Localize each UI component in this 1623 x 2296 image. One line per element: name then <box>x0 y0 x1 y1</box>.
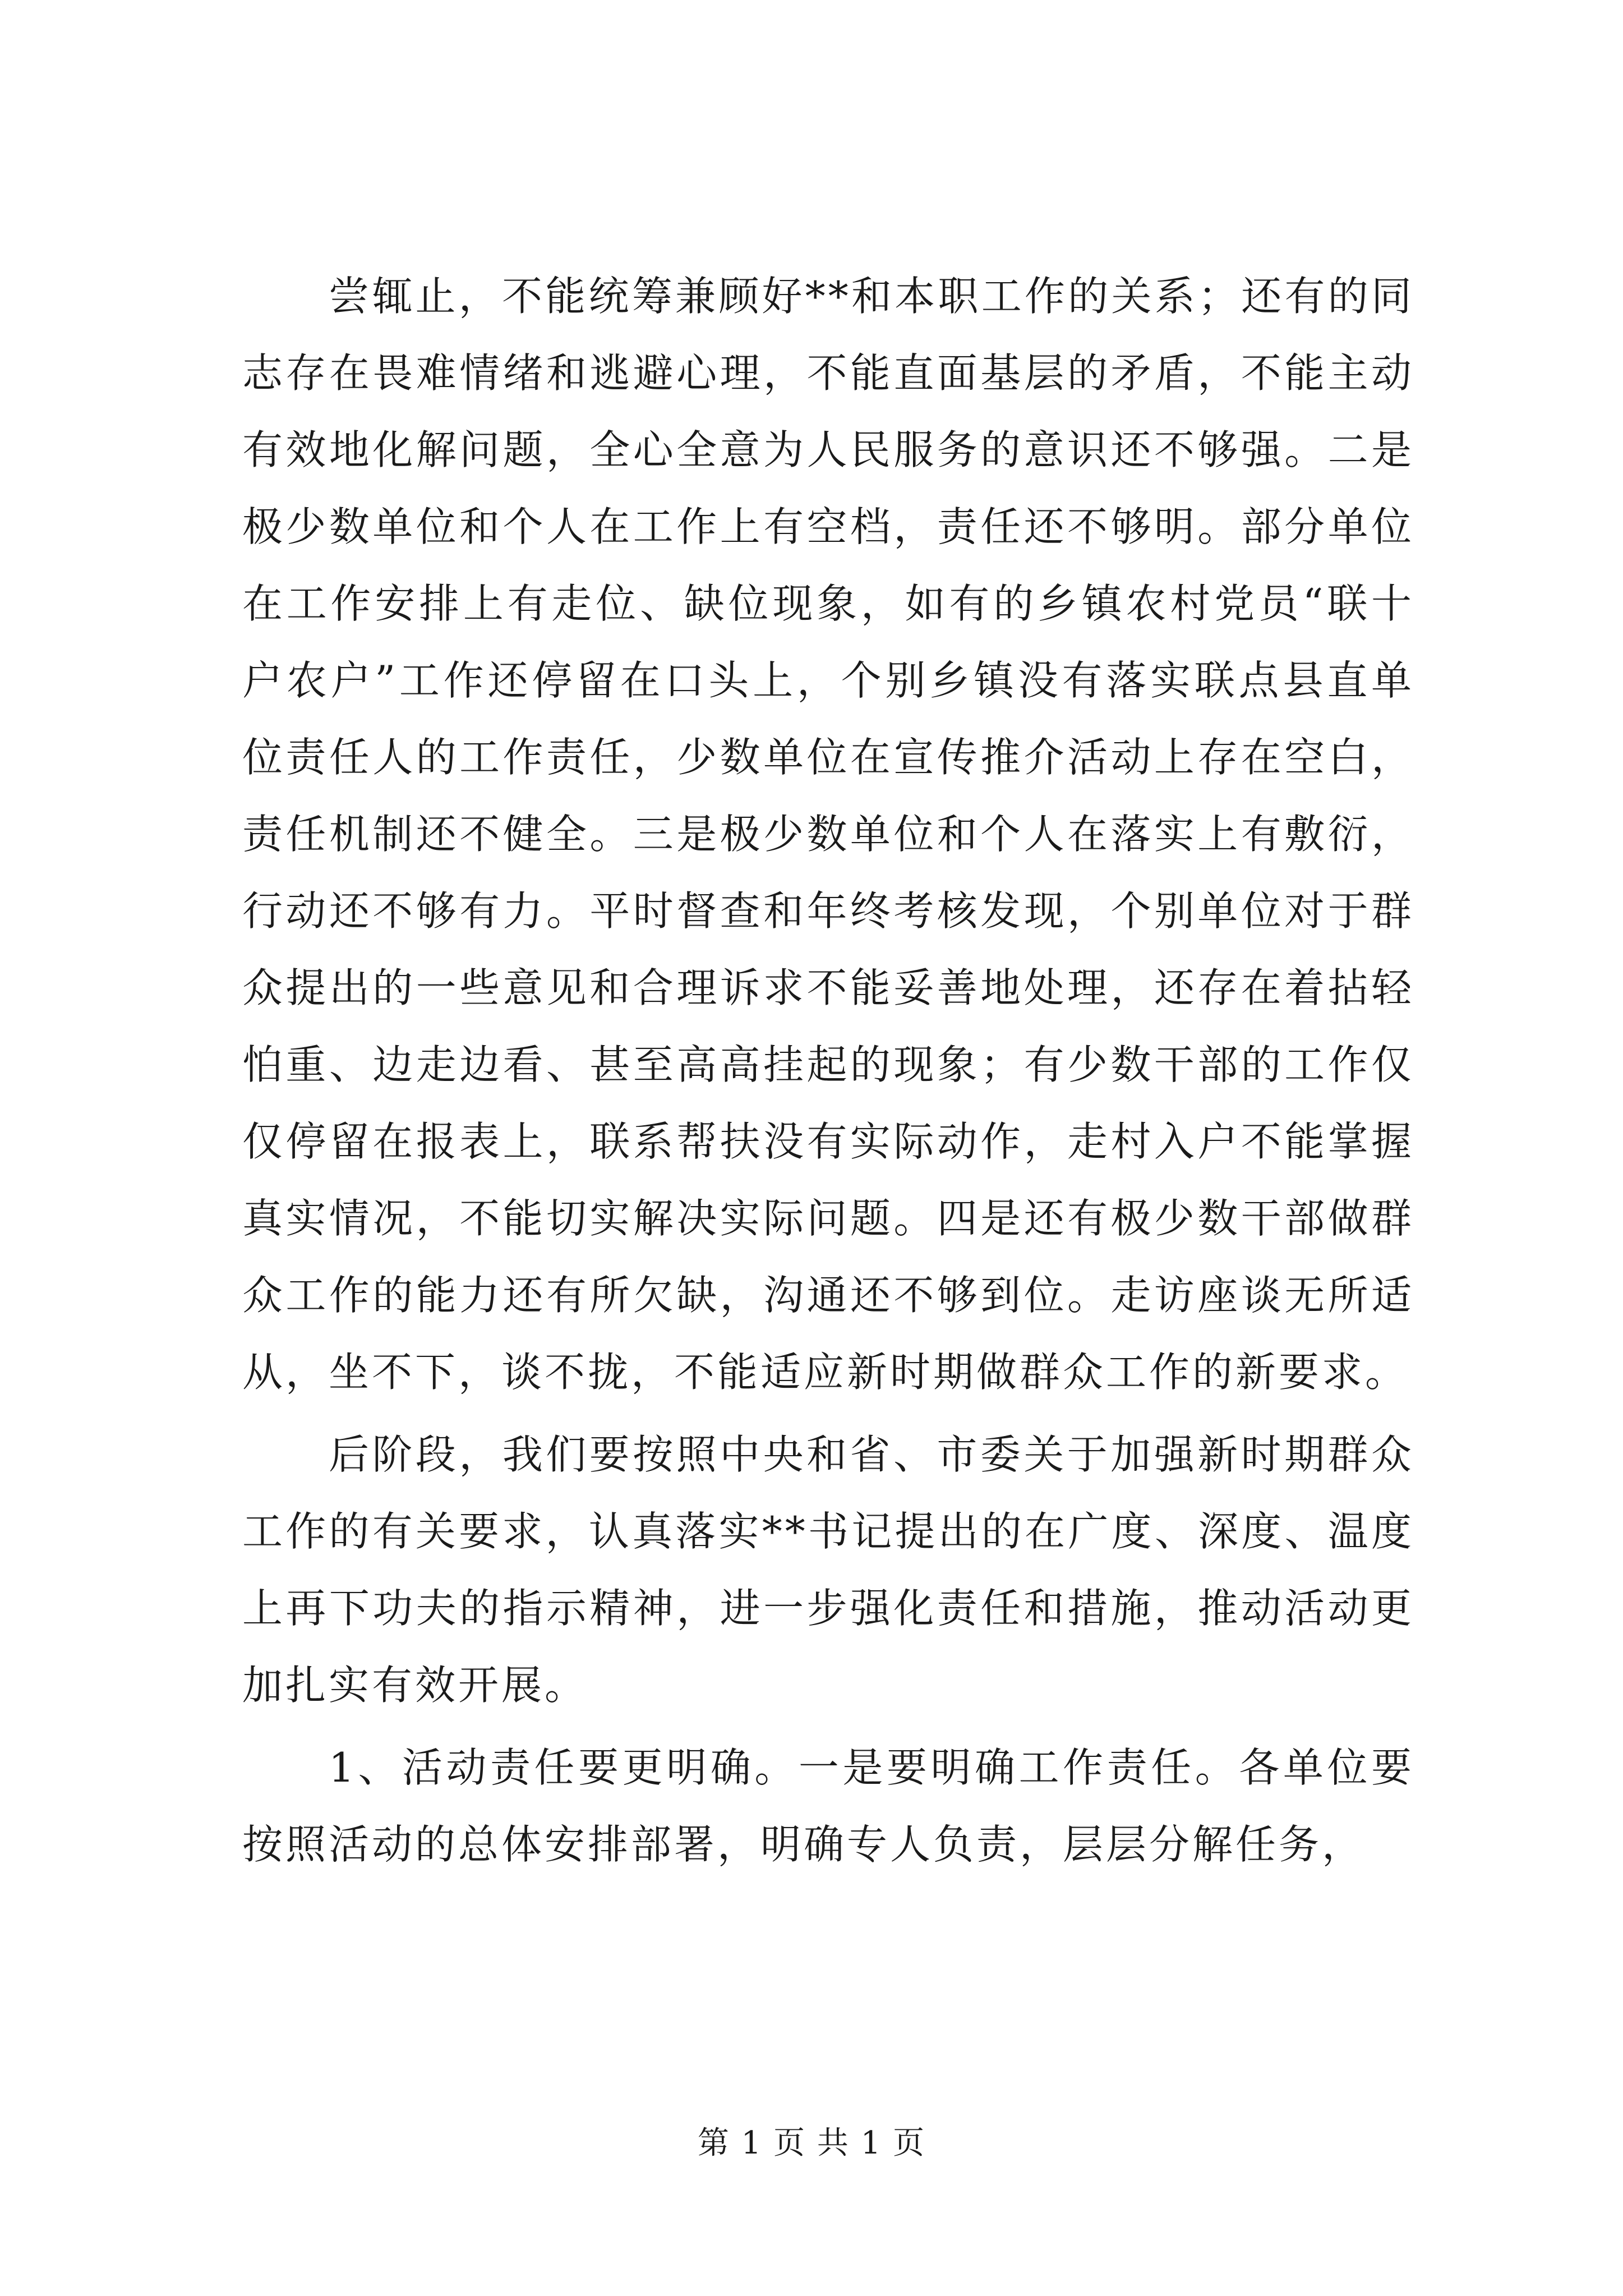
document-body <box>242 258 1414 1883</box>
paragraph-3: 1、活动责任要更明确。一是要明确工作责任。各单位要按照活动的总体安排部署，明确专人负责，层层分解任务， <box>242 1744 1414 1868</box>
paragraph-1: 尝辄止，不能统筹兼顾好**和本职工作的关系；还有的同志存在畏难情绪和逃避心理，不能直面基层的矛盾，不能主动有效地化解问题，全心全意为人民服务的意识还不够强。二是极少数单位和个人在工作上有空档，责任还不够明。部分单位在工作安排上有走位、缺位现象，如有的乡镇农村党员“联十户农户”工作还停留在口头上，个别乡镇没有落实联点县直单位责任人的工作责任，少数单位在宣传推介活动上存在空白，责任机制还不健全。三是极少数单位和个人在落实上有敷衍，行动还不够有力。平时督查和年终考核发现，个别单位对于群众提出的一些意见和合理诉求不能妥善地处理，还存在着拈轻怕重、边走边看、甚至高高挂起的现象；有少数干部的工作仅仅停留在报表上，联系帮扶没有实际动作，走村入户不能掌握真实情况，不能切实解决实际问题。四是还有极少数干部做群众工作的能力还有所欠缺，沟通还不够到位。走访座谈无所适从，坐不下，谈不拢，不能适应新时期做群众工作的新要求。 <box>242 273 1414 1396</box>
paragraph-2: 后阶段，我们要按照中央和省、市委关于加强新时期群众工作的有关要求，认真落实**书记提出的在广度、深度、温度上再下功夫的指示精神，进一步强化责任和措施，推动活动更加扎实有效开展。 <box>242 1431 1414 1709</box>
page-footer: 第 1 页 共 1 页 <box>697 2125 926 2161</box>
